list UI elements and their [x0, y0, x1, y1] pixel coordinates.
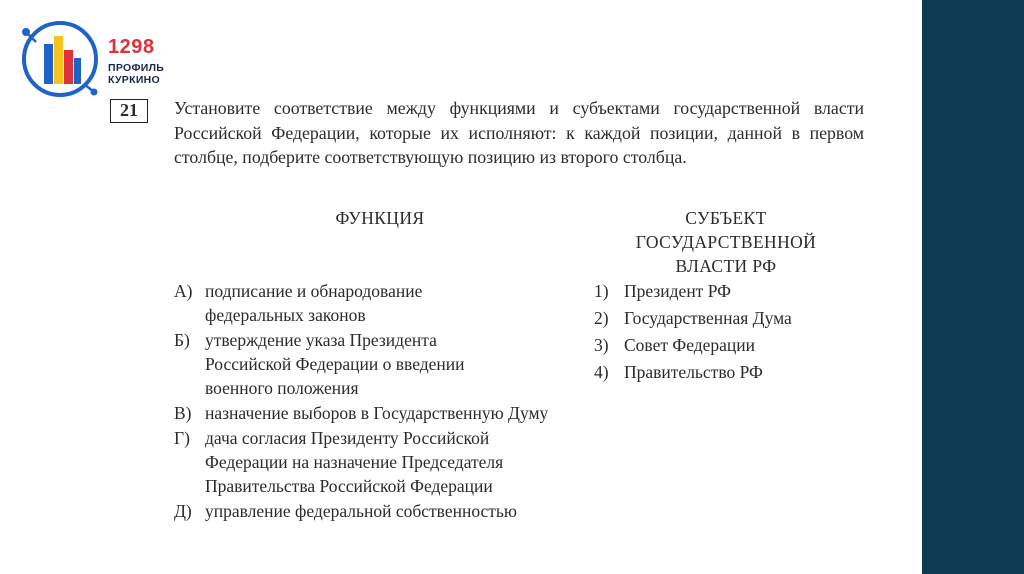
list-item	[594, 333, 854, 357]
list-item	[174, 279, 574, 327]
task-number-box: 21	[110, 99, 148, 123]
logo-line-1: ПРОФИЛЬ	[108, 62, 165, 74]
item-text: Президент РФ	[624, 281, 731, 301]
list-item	[174, 426, 574, 498]
logo-emblem-icon	[14, 14, 114, 104]
item-text: Правительство РФ	[624, 362, 763, 382]
list-item	[174, 499, 574, 523]
item-text: управление федеральной собственностью	[205, 501, 517, 521]
logo-number: 1298	[108, 36, 155, 58]
item-text: подписание и обнародование федеральных законов	[205, 281, 423, 325]
right-header-line-2: ГОСУДАРСТВЕННОЙ	[635, 232, 817, 252]
item-marker: Г)	[174, 428, 190, 448]
list-item	[594, 360, 854, 384]
left-column-header: ФУНКЦИЯ	[335, 208, 425, 228]
functions-list	[174, 279, 574, 524]
logo	[14, 14, 174, 104]
side-panel	[922, 0, 1024, 574]
item-text: Совет Федерации	[624, 335, 756, 355]
right-header-line-3: ВЛАСТИ РФ	[675, 256, 777, 276]
item-text: дача согласия Президенту Российской Федерации на назначение Председателя Правительства Российской Федерации	[205, 428, 504, 496]
item-text: Государственная Дума	[624, 308, 792, 328]
right-header-line-1: СУБЪЕКТ	[685, 208, 767, 228]
logo-line-2: КУРКИНО	[108, 74, 161, 86]
list-item	[594, 306, 854, 330]
item-marker: 4)	[594, 362, 609, 382]
item-marker: 2)	[594, 308, 609, 328]
item-text: утверждение указа Президента Российской Федерации о введении военного положения	[205, 330, 465, 398]
item-marker: 1)	[594, 281, 609, 301]
item-marker: В)	[174, 403, 192, 423]
item-marker: 3)	[594, 335, 609, 355]
task-instruction: Установите соответствие между функциями и субъектами государственной власти Российской Федерации, которые их исполняют: к каждой позиции, данной в первом столбце, подберите соответствующую позицию из второго столбца.	[174, 98, 864, 167]
list-item	[594, 279, 854, 303]
item-marker: Б)	[174, 330, 190, 350]
list-item	[174, 328, 574, 400]
subjects-list	[594, 279, 854, 387]
list-item	[174, 401, 574, 425]
right-column-header	[606, 206, 846, 278]
item-text: назначение выборов в Государственную Думу	[205, 403, 549, 423]
item-marker: А)	[174, 281, 193, 301]
item-marker: Д)	[174, 501, 192, 521]
